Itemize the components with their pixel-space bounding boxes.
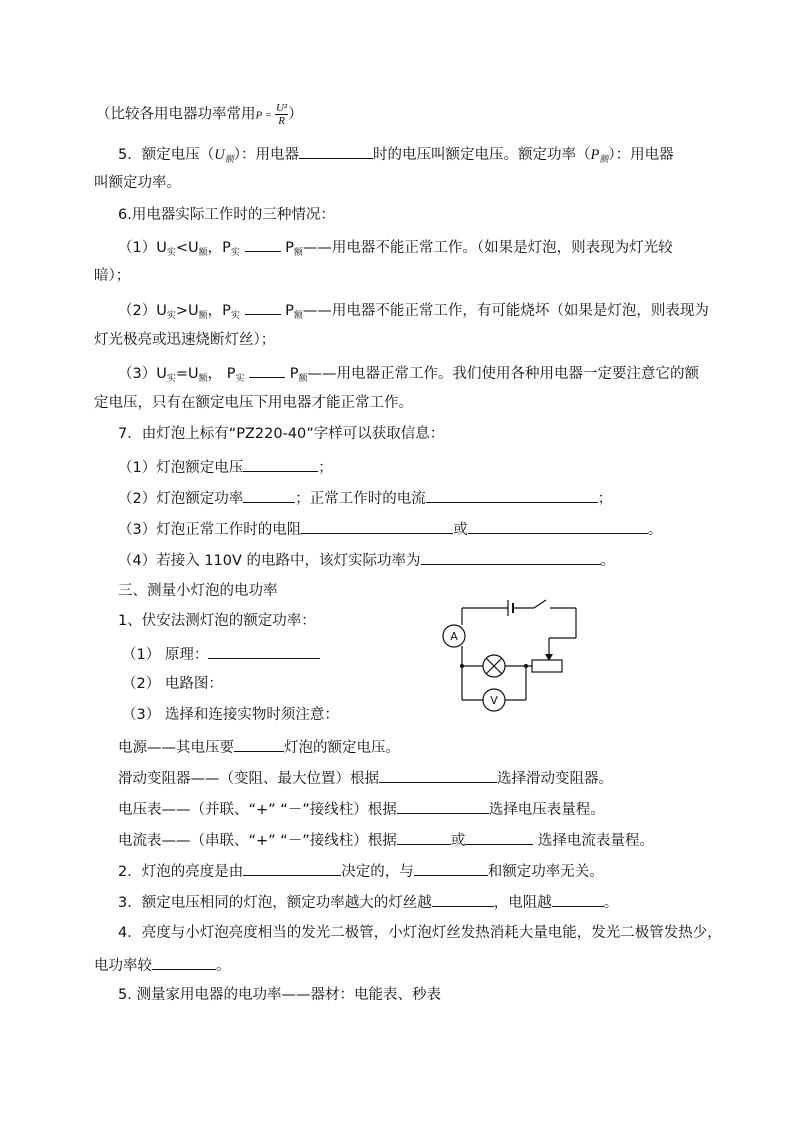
blank-rated-voltage[interactable] (299, 143, 373, 159)
section3-sub1: 1、伏安法测灯泡的额定功率： (118, 613, 316, 629)
rheostat-body (532, 660, 562, 672)
item7-title: 7．由灯泡上标有“PZ220-40”字样可以获取信息： (118, 426, 445, 442)
c2-s2: 额 (198, 311, 208, 321)
c3-e: ——用电器正常工作。我们使用各种用电器一定要注意它的额 (307, 366, 699, 382)
c2-d: P (285, 303, 294, 319)
compare-note-prefix: （比较各用电器功率常用 (96, 106, 256, 123)
item6-title: 6.用电器实际工作时的三种情况： (118, 207, 335, 223)
q2-end: ； (597, 491, 613, 507)
blank-brightness-a[interactable] (243, 860, 341, 876)
blank-q2-power[interactable] (243, 487, 295, 503)
blank-case2[interactable] (245, 299, 281, 315)
led-text-a: 电功率较 (94, 958, 152, 974)
item5-line1 (118, 143, 674, 169)
item5-p: P (590, 147, 600, 163)
q4-end: 。 (600, 553, 616, 569)
brightness-line (118, 860, 604, 882)
item5-text-d: ）：用电器 (608, 147, 674, 163)
blank-filament-b[interactable] (552, 891, 604, 907)
filament-text-b: ，电阻越 (493, 895, 552, 911)
c1-s4: 额 (293, 248, 303, 258)
c1-e: ——用电器不能正常工作。（如果是灯泡，则表现为灯光较 (302, 240, 673, 256)
connection-notes-label: （3） 选择和连接实物时须注意： (122, 707, 339, 723)
led-line1: 4．亮度与小灯泡亮度相当的发光二极管，小灯泡灯丝发热消耗大量电能，发光二极管发热少， (118, 925, 722, 941)
blank-q1[interactable] (243, 456, 318, 472)
c2-e: ——用电器不能正常工作，有可能烧坏（如果是灯泡，则表现为 (302, 303, 709, 319)
power-source-text-a: 电源——其电压要 (118, 740, 234, 756)
item5-p-sub: 额 (599, 154, 609, 164)
rheostat-text-a: 滑动变阻器——（变阻、最大位置）根据 (118, 771, 379, 787)
filament-text-a: 3．额定电压相同的灯泡，额定功率越大的灯丝越 (118, 895, 432, 911)
rheostat-line (118, 767, 613, 789)
voltmeter-text-b: 选择电压表量程。 (488, 802, 605, 818)
q3-end: 。 (647, 522, 663, 538)
q3-text: （3）灯泡正常工作时的电阻 (118, 522, 302, 538)
q1-text: （1）灯泡额定电压 (118, 460, 244, 476)
ammeter-text-a: 电流表——（串联、“+” “－”接线柱）根据 (118, 833, 397, 849)
blank-voltmeter[interactable] (397, 798, 489, 814)
item6-case2 (118, 299, 709, 326)
c3-c: ， P (207, 366, 236, 382)
ammeter-line (118, 829, 654, 851)
c2-s4: 额 (293, 311, 303, 321)
q2-text: （2）灯泡额定功率 (118, 491, 244, 507)
circuit-diagram (436, 598, 586, 716)
compare-note-suffix: ） (288, 106, 303, 123)
led-line2 (94, 954, 231, 976)
filament-line (118, 891, 618, 913)
brightness-text-c: 和额定功率无关。 (487, 864, 604, 880)
c1-s2: 额 (198, 248, 208, 258)
c2-b: >U (175, 303, 199, 319)
item5-line2: 叫额定功率。 (94, 175, 181, 191)
junction-right (524, 664, 528, 668)
item7-q3 (118, 518, 662, 540)
item5-text-b: ）：用电器 (233, 147, 299, 163)
c1-a: （1）U (118, 240, 167, 256)
c3-s4: 额 (298, 374, 308, 384)
c3-s1: 实 (166, 374, 176, 384)
item7-q4 (118, 549, 615, 571)
item5-u-sub: 额 (224, 154, 234, 164)
formula-denominator: R (278, 115, 285, 127)
blank-rheostat[interactable] (379, 767, 497, 783)
c2-s1: 实 (166, 311, 176, 321)
blank-led[interactable] (152, 954, 216, 970)
blank-ammeter-a[interactable] (397, 829, 451, 845)
blank-q3-a[interactable] (301, 518, 453, 534)
item6-case1-line2: 暗）； (94, 268, 131, 284)
blank-power-source[interactable] (234, 736, 284, 752)
c2-c: ，P (207, 303, 231, 319)
c2-a: （2）U (118, 303, 167, 319)
voltmeter-text-a: 电压表——（并联、“+” “－”接线柱）根据 (118, 802, 397, 818)
item6-case2-line2: 灯光极亮或迅速烧断灯丝）； (94, 332, 276, 348)
filament-text-c: 。 (603, 895, 619, 911)
ammeter-text-c: 选择电流表量程。 (533, 833, 654, 849)
q3-mid: 或 (453, 522, 468, 538)
blank-ammeter-b[interactable] (465, 829, 533, 845)
item7-q2 (118, 487, 612, 509)
c3-b: =U (175, 366, 199, 382)
item5-u: U (214, 147, 225, 163)
item5-text-c: 时的电压叫额定电压。额定功率（ (372, 147, 591, 163)
blank-case1[interactable] (245, 236, 281, 252)
principle-label: （1） 原理： (122, 647, 209, 663)
blank-brightness-b[interactable] (414, 860, 488, 876)
voltmeter-symbol: V (490, 694, 498, 707)
c1-s1: 实 (166, 248, 176, 258)
blank-principle[interactable] (208, 643, 320, 659)
q2-mid: ；正常工作时的电流 (295, 491, 426, 507)
power-formula-fraction (275, 102, 288, 127)
c1-s3: 实 (230, 248, 240, 258)
circuit-diagram-label: （2） 电路图： (122, 676, 223, 692)
formula-numerator: U² (275, 102, 288, 114)
item6-case3-line2: 定电压，只有在额定电压下用电器才能正常工作。 (94, 395, 413, 411)
c3-d: P (289, 366, 299, 382)
c1-d: P (285, 240, 294, 256)
c3-s3: 实 (235, 374, 245, 384)
household-power-line: 5. 测量家用电器的电功率——器材：电能表、秒表 (118, 987, 441, 1003)
section3-heading: 三、测量小灯泡的电功率 (118, 583, 278, 599)
led-text-b: 。 (216, 958, 231, 974)
blank-filament-a[interactable] (432, 891, 494, 907)
brightness-text-b: 决定的，与 (341, 864, 414, 880)
item6-case3 (118, 362, 699, 389)
rheostat-text-b: 选择滑动变阻器。 (497, 771, 613, 787)
voltmeter-line (118, 798, 605, 820)
compare-note (96, 102, 303, 127)
q4-text: （4）若接入 110V 的电路中，该灯实际功率为 (118, 553, 421, 569)
item7-q1 (118, 456, 333, 478)
blank-case3[interactable] (249, 362, 285, 378)
ammeter-text-b: 或 (450, 833, 466, 849)
power-source-text-b: 灯泡的额定电压。 (284, 740, 400, 756)
c1-c: ，P (207, 240, 231, 256)
switch-blade (534, 600, 546, 608)
power-source-line (118, 736, 400, 758)
blank-q4[interactable] (421, 549, 601, 565)
ammeter-symbol: A (450, 630, 458, 643)
c3-s2: 额 (198, 374, 208, 384)
formula-lhs: P = (255, 109, 275, 122)
principle-line (122, 643, 320, 665)
brightness-text-a: 2．灯泡的亮度是由 (118, 864, 244, 880)
c2-s3: 实 (230, 311, 240, 321)
item5-text-a: 5．额定电压（ (118, 147, 215, 163)
junction-left (460, 664, 464, 668)
q1-end: ； (318, 460, 333, 476)
item6-case1 (118, 236, 673, 263)
c1-b: <U (175, 240, 199, 256)
blank-q3-b[interactable] (468, 518, 648, 534)
c3-a: （3）U (118, 366, 167, 382)
blank-q2-current[interactable] (426, 487, 598, 503)
